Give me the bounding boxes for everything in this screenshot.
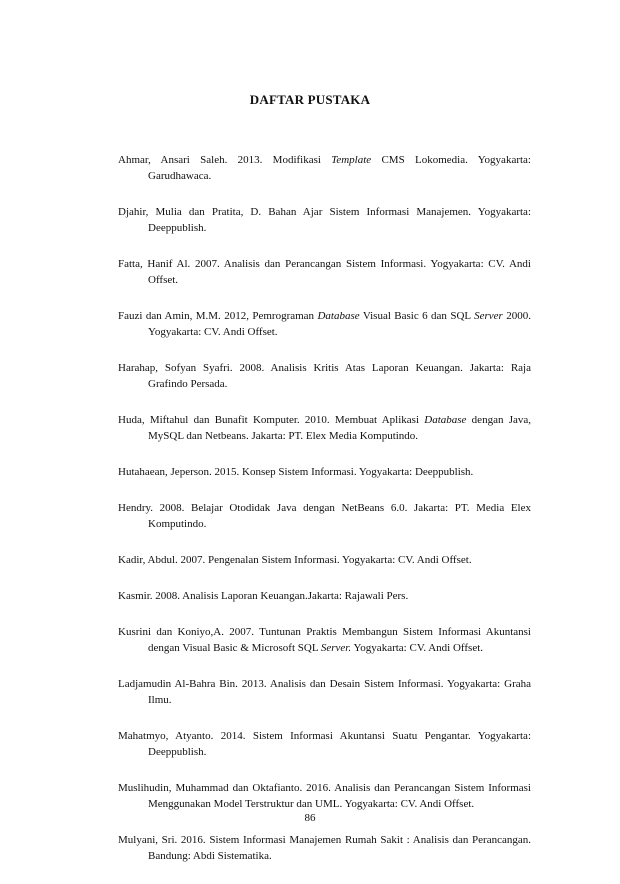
reference-item: Muslihudin, Muhammad dan Oktafianto. 2016. Analisis dan Perancangan Sistem Informasi Menggunakan Model Terstruktur dan UML. Yogyakarta: CV. Andi Offset.: [118, 782, 531, 810]
reference-item: Djahir, Mulia dan Pratita, D. Bahan Ajar Sistem Informasi Manajemen. Yogyakarta: Deeppublish.: [118, 206, 531, 234]
reference-item: Kadir, Abdul. 2007. Pengenalan Sistem Informasi. Yogyakarta: CV. Andi Offset.: [118, 554, 472, 566]
reference-item: Harahap, Sofyan Syafri. 2008. Analisis Kritis Atas Laporan Keuangan. Jakarta: Raja Grafindo Persada.: [118, 362, 531, 390]
reference-item: Mulyani, Sri. 2016. Sistem Informasi Manajemen Rumah Sakit : Analisis dan Perancangan. Bandung: Abdi Sistematika.: [118, 834, 531, 862]
reference-item: Kusrini dan Koniyo,A. 2007. Tuntunan Praktis Membangun Sistem Informasi Akuntansi dengan Visual Basic & Microsoft SQL Server. Yogyakarta: CV. Andi Offset.: [118, 626, 531, 654]
reference-item: Fatta, Hanif Al. 2007. Analisis dan Perancangan Sistem Informasi. Yogyakarta: CV. Andi Offset.: [118, 258, 531, 286]
reference-item: Ahmar, Ansari Saleh. 2013. Modifikasi Template CMS Lokomedia. Yogyakarta: Garudhawaca.: [118, 154, 531, 182]
reference-item: Hendry. 2008. Belajar Otodidak Java dengan NetBeans 6.0. Jakarta: PT. Media Elex Komputindo.: [118, 502, 531, 530]
reference-item: Ladjamudin Al-Bahra Bin. 2013. Analisis dan Desain Sistem Informasi. Yogyakarta: Graha Ilmu.: [118, 678, 531, 706]
reference-item: Fauzi dan Amin, M.M. 2012, Pemrograman Database Visual Basic 6 dan SQL Server 2000. Yogyakarta: CV. Andi Offset.: [118, 310, 531, 338]
reference-list: [118, 152, 531, 884]
page-title: DAFTAR PUSTAKA: [249, 92, 371, 107]
reference-item: Huda, Miftahul dan Bunafit Komputer. 2010. Membuat Aplikasi Database dengan Java, MySQL dan Netbeans. Jakarta: PT. Elex Media Komputindo.: [118, 414, 531, 442]
page-number: 86: [304, 812, 316, 824]
reference-item: Kasmir. 2008. Analisis Laporan Keuangan.Jakarta: Rajawali Pers.: [118, 590, 409, 602]
reference-item: Hutahaean, Jeperson. 2015. Konsep Sistem Informasi. Yogyakarta: Deeppublish.: [118, 466, 474, 478]
reference-item: Mahatmyo, Atyanto. 2014. Sistem Informasi Akuntansi Suatu Pengantar. Yogyakarta: Deeppublish.: [118, 730, 531, 758]
